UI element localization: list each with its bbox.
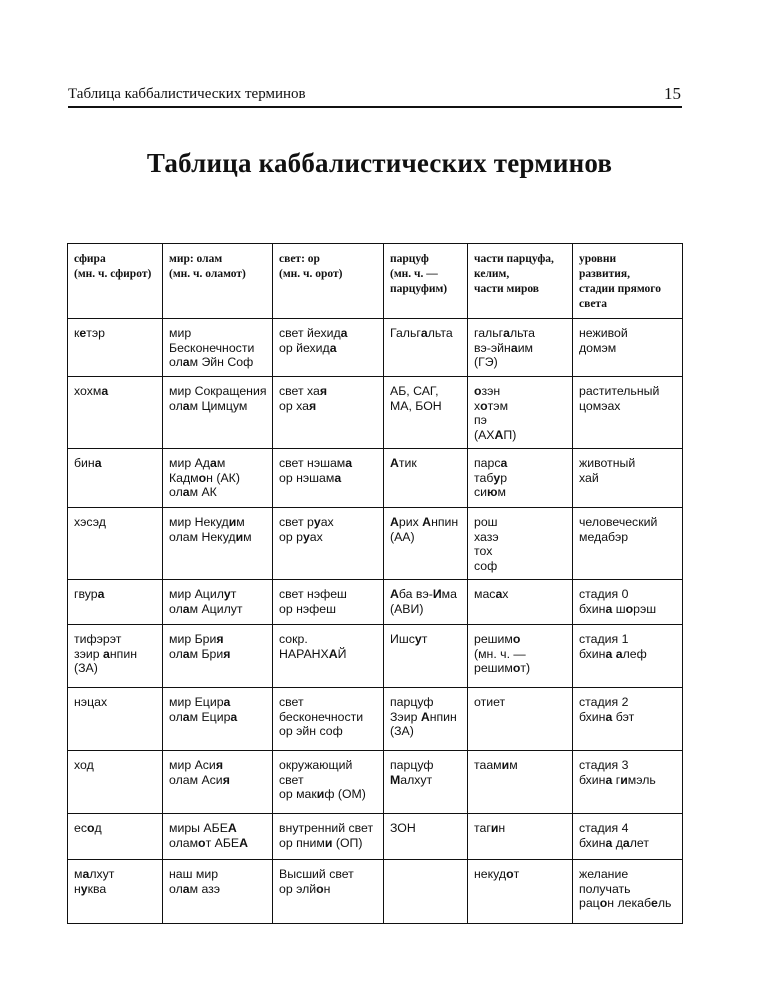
cell-line: Аба вэ-Има (390, 587, 457, 601)
table-row (68, 814, 683, 860)
cell-line: олам Ацилут (169, 601, 243, 616)
cell-line: нуква (74, 881, 107, 896)
table-cell (68, 580, 163, 625)
cell-line: парцуф (390, 253, 429, 265)
running-title: Таблица каббалистических терминов (68, 86, 306, 102)
cell-line: бхина далет (579, 835, 649, 850)
table-body (68, 319, 683, 924)
table-cell (68, 625, 163, 688)
cell-line: ор макиф (ОМ) (279, 787, 366, 801)
table-cell (573, 449, 683, 508)
cell-line: бхина гимэль (579, 772, 656, 787)
cell-line: решимо (474, 632, 521, 646)
table-cell (384, 814, 468, 860)
cell-line: свет нэшама (279, 456, 353, 470)
cell-line: Кадмон (АК) (169, 470, 240, 485)
table-cell (573, 688, 683, 751)
table-row (68, 688, 683, 751)
table-cell (573, 625, 683, 688)
page-title: Таблица каббалистических терминов (146, 148, 613, 179)
cell-line: олам Цимцум (169, 398, 248, 413)
table-cell (68, 449, 163, 508)
table-cell (384, 449, 468, 508)
table-cell (68, 814, 163, 860)
cell-line: Атик (390, 456, 417, 470)
table-row (68, 625, 683, 688)
cell-line: Ишсут (390, 632, 428, 646)
table-row (68, 319, 683, 377)
cell-line: (ГЭ) (474, 355, 498, 369)
cell-line: медабэр (579, 529, 629, 544)
table-cell (573, 508, 683, 580)
page-number: 15 (664, 84, 681, 103)
cell-line: (АА) (390, 529, 415, 544)
table-cell (273, 580, 384, 625)
header-cell (384, 244, 468, 319)
table-cell (163, 319, 273, 377)
cell-line: ор нэшама (279, 470, 342, 485)
cell-line: ор хая (279, 398, 317, 413)
table-cell (468, 449, 573, 508)
cell-line: части миров (474, 282, 540, 295)
table-cell (468, 580, 573, 625)
table-row (68, 449, 683, 508)
table-cell (273, 625, 384, 688)
cell-line: стадия 0 (579, 587, 629, 601)
header-cell (68, 244, 163, 319)
cell-line: зэир анпин (74, 646, 138, 661)
cell-line: (мн. ч. сфирот) (74, 267, 152, 280)
cell-line: хохма (74, 384, 109, 398)
cell-line: (мн. ч. оламот) (169, 267, 246, 280)
cell-line: МА, БОН (390, 398, 442, 413)
table-row (68, 751, 683, 814)
cell-line: мир Адам (169, 456, 226, 470)
cell-line: мир Асия (169, 758, 223, 772)
cell-line: таамим (474, 758, 518, 772)
cell-line: внутренний свет (279, 821, 374, 835)
table-cell (384, 625, 468, 688)
header-divider (68, 106, 682, 108)
table-cell (273, 688, 384, 751)
cell-line: (мн. ч. орот) (279, 267, 343, 280)
header-cell (468, 244, 573, 319)
cell-line: парцуф (390, 695, 434, 709)
table-cell (573, 319, 683, 377)
cell-line: нэцах (74, 695, 108, 709)
cell-line: неживой (579, 326, 628, 340)
cell-line: рацон лекабель (579, 896, 672, 910)
cell-line: олам Эйн Соф (169, 355, 254, 369)
cell-line: человеческий (579, 515, 658, 529)
cell-line: некудот (474, 867, 520, 881)
cell-line: окружающий (279, 758, 353, 772)
cell-line: пэ (474, 413, 487, 427)
cell-line: ор пними (ОП) (279, 835, 363, 850)
cell-line: парса (474, 456, 508, 470)
table-row (68, 580, 683, 625)
cell-line: олам Асия (169, 772, 230, 787)
table-cell (468, 751, 573, 814)
cell-line: Высший свет (279, 867, 354, 881)
cell-line: (мн. ч. — (474, 646, 526, 661)
cell-line: тифэрэт (74, 632, 122, 646)
table-cell (384, 860, 468, 924)
cell-line: стадия 4 (579, 821, 629, 835)
table-cell (273, 508, 384, 580)
cell-line: олам Ецира (169, 709, 238, 724)
cell-line: мир: олам (169, 253, 223, 265)
cell-line: гвура (74, 587, 105, 601)
cell-line: мир (169, 326, 192, 340)
cell-line: озэн (474, 384, 501, 398)
cell-line: рош (474, 515, 498, 529)
cell-line: хазэ (474, 529, 499, 544)
table-cell (68, 751, 163, 814)
cell-line: ор эйн соф (279, 724, 343, 738)
table-cell (384, 508, 468, 580)
cell-line: вэ-эйнаим (474, 340, 534, 355)
cell-line: хай (579, 470, 599, 485)
cell-line: животный (579, 456, 636, 470)
table-cell (163, 688, 273, 751)
cell-line: келим, (474, 267, 510, 280)
cell-line: стадия 1 (579, 632, 629, 646)
cell-line: Малхут (390, 772, 433, 787)
cell-line: ор йехида (279, 340, 337, 355)
cell-line: домэм (579, 340, 617, 355)
cell-line: (мн. ч. — (390, 267, 438, 280)
cell-line: АБ, САГ, (390, 384, 439, 398)
cell-line: сиюм (474, 485, 507, 499)
cell-line: кетэр (74, 326, 105, 340)
cell-line: стадия 3 (579, 758, 629, 772)
cell-line: свет руах (279, 515, 334, 529)
table-cell (573, 751, 683, 814)
header-row (68, 244, 683, 319)
cell-line: бесконечности (279, 709, 364, 724)
cell-line: мир Сокращения (169, 384, 267, 398)
cell-line: НАРАНХАЙ (279, 646, 347, 661)
cell-line: мир Ацилут (169, 587, 237, 601)
cell-line: ор руах (279, 529, 323, 544)
cell-line: есод (74, 821, 102, 835)
cell-line: получать (579, 881, 631, 896)
cell-line: миры АБЕА (169, 821, 237, 835)
table-cell (573, 377, 683, 449)
header-cell (163, 244, 273, 319)
cell-line: масах (474, 587, 509, 601)
cell-line: мир Брия (169, 632, 224, 646)
cell-line: бхина бэт (579, 709, 635, 724)
table-cell (468, 814, 573, 860)
table-cell (384, 580, 468, 625)
cell-line: ор нэфеш (279, 601, 336, 616)
cell-line: ЗОН (390, 821, 416, 835)
cell-line: свет (279, 695, 304, 709)
table-cell (384, 377, 468, 449)
header-cell (573, 244, 683, 319)
table-cell (468, 688, 573, 751)
cell-line: света (579, 297, 607, 310)
table-cell (68, 508, 163, 580)
cell-line: (ЗА) (390, 724, 414, 738)
cell-line: (ЗА) (74, 661, 98, 675)
table-cell (68, 860, 163, 924)
cell-line: олам АК (169, 485, 217, 499)
cell-line: Арих Анпин (390, 515, 459, 529)
table-cell (163, 508, 273, 580)
cell-line: парцуфим) (390, 282, 448, 295)
cell-line: олам азэ (169, 881, 221, 896)
table-cell (163, 580, 273, 625)
table-cell (163, 625, 273, 688)
table-cell (163, 449, 273, 508)
cell-line: ход (74, 758, 94, 772)
table-cell (163, 751, 273, 814)
table-cell (573, 814, 683, 860)
cell-line: (АВИ) (390, 601, 424, 616)
table-cell (273, 860, 384, 924)
cell-line: свет (279, 772, 304, 787)
cell-line: бина (74, 456, 102, 470)
table-cell (68, 319, 163, 377)
table-cell (163, 814, 273, 860)
cell-line: малхут (74, 867, 115, 881)
table-cell (68, 688, 163, 751)
table-row (68, 508, 683, 580)
cell-line: желание (579, 867, 629, 881)
table-cell (384, 688, 468, 751)
table-cell (273, 319, 384, 377)
table-cell (384, 751, 468, 814)
cell-line: свет: ор (279, 253, 320, 265)
table-cell (273, 449, 384, 508)
cell-line: (АХАП) (474, 427, 517, 442)
table-cell (573, 860, 683, 924)
table-cell (468, 377, 573, 449)
cell-line: мир Некудим (169, 515, 245, 529)
cell-line: свет йехида (279, 326, 348, 340)
table-cell (468, 319, 573, 377)
table-cell (468, 508, 573, 580)
table-cell (384, 319, 468, 377)
cell-line: гальгальта (474, 326, 535, 340)
cell-line: бхина шорэш (579, 601, 657, 616)
table-cell (273, 377, 384, 449)
cell-line: тох (474, 544, 493, 558)
table-cell (163, 860, 273, 924)
cell-line: сфира (74, 253, 106, 265)
cell-line: парцуф (390, 758, 434, 772)
cell-line: свет нэфеш (279, 587, 347, 601)
table-cell (68, 377, 163, 449)
cell-line: Зэир Анпин (390, 709, 457, 724)
table-row (68, 377, 683, 449)
cell-line: уровни (579, 253, 617, 265)
cell-line: Бесконечности (169, 340, 255, 355)
cell-line: стадия 2 (579, 695, 629, 709)
cell-line: развития, (579, 267, 630, 280)
cell-line: решимот) (474, 661, 531, 675)
table-cell (273, 751, 384, 814)
cell-line: свет хая (279, 384, 328, 398)
cell-line: Гальгальта (390, 326, 453, 340)
cell-line: части парцуфа, (474, 253, 554, 265)
cell-line: хотэм (474, 398, 509, 413)
table-cell (468, 860, 573, 924)
terms-table (67, 243, 683, 924)
cell-line: оламот АБЕА (169, 835, 248, 850)
cell-line: растительный (579, 384, 660, 398)
cell-line: олам Брия (169, 646, 231, 661)
table-row (68, 860, 683, 924)
table-cell (163, 377, 273, 449)
cell-line: соф (474, 558, 498, 573)
cell-line: олам Некудим (169, 529, 252, 544)
table-cell (273, 814, 384, 860)
cell-line: стадии прямого (579, 282, 661, 295)
header-cell (273, 244, 384, 319)
cell-line: хэсэд (74, 515, 106, 529)
cell-line: цомэах (579, 398, 621, 413)
cell-line: мир Ецира (169, 695, 231, 709)
cell-line: наш мир (169, 867, 219, 881)
table-cell (573, 580, 683, 625)
cell-line: бхина алеф (579, 646, 647, 661)
table-cell (468, 625, 573, 688)
cell-line: сокр. (279, 632, 308, 646)
cell-line: табур (474, 470, 508, 485)
cell-line: отиет (474, 695, 506, 709)
cell-line: ор элйон (279, 881, 331, 896)
cell-line: тагин (474, 821, 506, 835)
